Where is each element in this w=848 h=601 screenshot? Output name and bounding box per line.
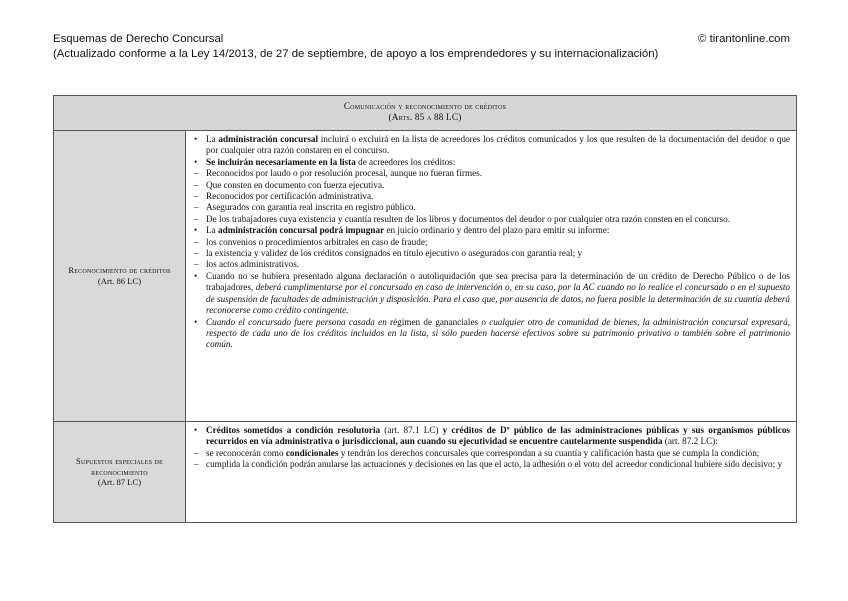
list-item: • La administración concursal incluirá o excluirá en la lista de acreedores los créditos comunicados y los que resulten de la documentación del deudor o que por cualquier otra razón constaren en el concurso. — [194, 134, 790, 156]
table-row — [54, 131, 797, 422]
table-row — [54, 422, 797, 523]
document-title: Esquemas de Derecho Concursal — [53, 33, 224, 45]
row-label-text: Reconocimiento de créditos — [68, 265, 171, 276]
page-header — [53, 32, 790, 62]
row-label — [54, 131, 186, 422]
list-item: • Se incluirán necesariamente en la lista de acreedores los créditos: — [194, 156, 456, 167]
sub-item: – Asegurados con garantía real inscrita en registro público. — [194, 202, 416, 213]
list-item: • Cuando no se hubiera presentado alguna declaración o autoliquidación que sea precisa para la determinación de un crédito de Derecho Público o de los trabajadores, deberá cumplimentarse por el concursado en caso de intervención o, en su caso, por la AC cuando no lo realice el concursado o en el supuesto de suspensión de facultades de administración y disposición. Para el caso que, por ausencia de datos, no fuera posible la determinación de su cuantía deberá reconocerse como crédito contingente. — [194, 270, 790, 316]
table-heading: Comunicación y reconocimiento de créditos — [343, 101, 507, 111]
sub-item: – los convenios o procedimientos arbitrales en caso de fraude; — [194, 236, 428, 247]
sub-item: – la existencia y validez de los créditos consignados en título ejecutivo o asegurados con garantía real; y — [194, 248, 583, 259]
row-label-text: Supuestos especiales de reconocimiento — [76, 456, 163, 477]
row-content — [186, 422, 797, 523]
table-articles: (Arts. 85 a 88 LC) — [388, 112, 462, 123]
scheme-table — [53, 95, 797, 523]
sub-item: – se reconocerán como condicionales y tendrán los derechos concursales que correspondan a su cuantía y calificación hasta que se cumpla la condición; — [194, 447, 760, 458]
site-credit[interactable]: © tirantonline.com — [698, 33, 790, 45]
list-item: • Cuando el concursado fuere persona casada en régimen de gananciales o cualquier otro de comunidad de bienes, la administración concursal expresará, respecto de cada uno de los créditos incluidos en la lista, si sólo pueden hacerse efectivos sobre su patrimonio privativo o también sobre el patrimonio común. — [194, 316, 791, 350]
sub-item: – Que consten en documento con fuerza ejecutiva. — [194, 179, 385, 190]
row-content — [186, 131, 797, 422]
row-label-ref: (Art. 86 LC) — [97, 276, 142, 286]
row-label — [54, 422, 186, 523]
list-item: • La administración concursal podrá impugnar en juicio ordinario y dentro del plazo para emitir su informe: — [194, 225, 610, 236]
sub-item: – Reconocidos por laudo o por resolución procesal, aunque no fueran firmes. — [194, 168, 483, 179]
sub-item: – cumplida la condición podrán anularse las actuaciones y decisiones en las que el acto, la adhesión o el voto del acreedor condicional hubiere sido decisivo; y — [194, 459, 783, 470]
sub-item: – los actos administrativos. — [194, 259, 300, 270]
table-title — [54, 96, 797, 131]
sub-item: – De los trabajadores cuya existencia y cuantía resulten de los libros y documentos del deudor o por cualquier otra razón consten en el concurso. — [194, 213, 731, 224]
row-label-ref: (Art. 87 LC) — [97, 477, 142, 488]
sub-item: – Reconocidos por certificación administrativa. — [194, 191, 374, 202]
document-subtitle: (Actualizado conforme a la Ley 14/2013, de 27 de septiembre, de apoyo a los emprendedores y su internacionalización) — [53, 48, 659, 60]
list-item: • Créditos sometidos a condición resolutoria (art. 87.1 LC) y créditos de Dº público de las administraciones públicas y sus organismos públicos recurridos en vía administrativa o jurisdiccional, aun cuando su ejecutividad se encuentre cautelarmente suspendida (art. 87.2 LC): — [194, 425, 790, 447]
